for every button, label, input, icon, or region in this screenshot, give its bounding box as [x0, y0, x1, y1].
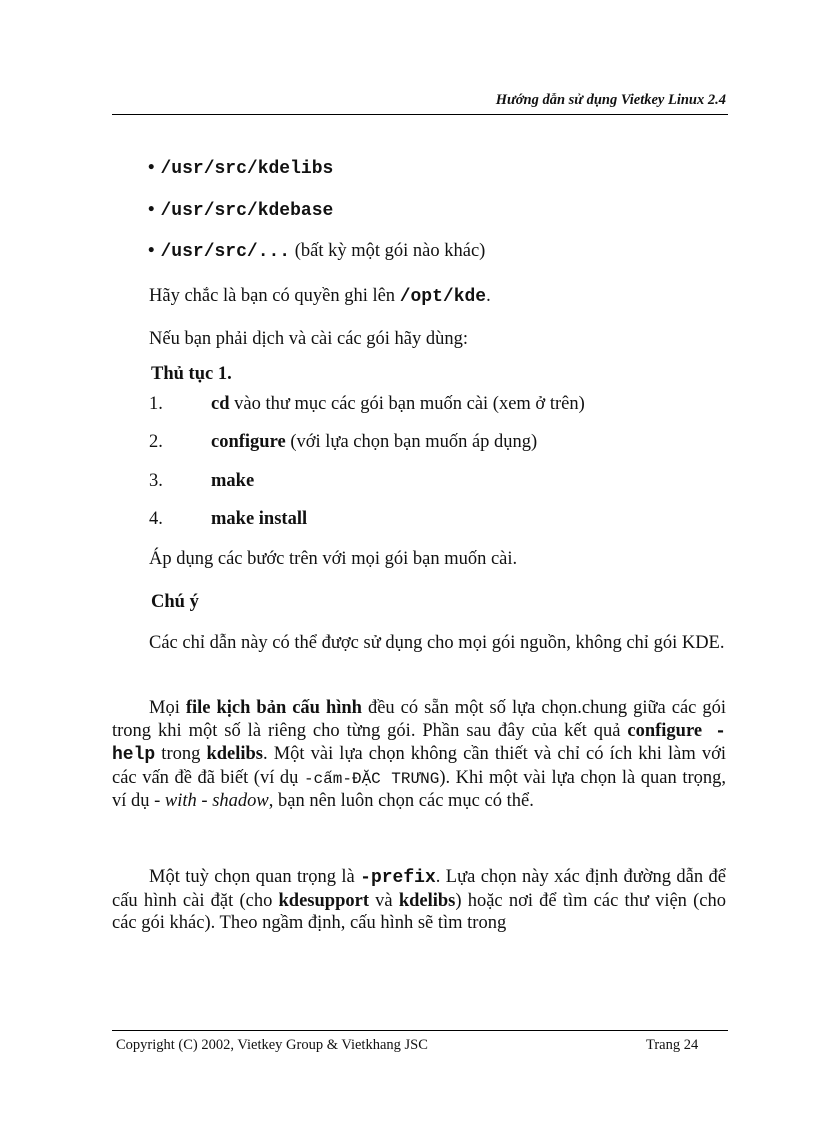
note-paragraph: [112, 632, 726, 655]
bullet-icon: •: [148, 241, 155, 261]
page-header-title: Hướng dẫn sử dụng Vietkey Linux 2.4: [495, 92, 726, 108]
config-bold-term: file kịch bản cấu hình: [185, 698, 362, 718]
config-text: Mọi: [149, 698, 186, 718]
prefix-package: kdesupport: [278, 890, 369, 911]
step-content: [211, 509, 307, 530]
step-number: 4.: [149, 509, 163, 529]
config-text: trong: [155, 744, 207, 764]
config-text: , bạn nên luôn chọn các mục có thể.: [268, 791, 534, 811]
config-command: configure: [627, 720, 703, 741]
bullet-code: /usr/src/...: [160, 242, 291, 262]
bullet-item: [148, 158, 333, 179]
prefix-code: -prefix: [360, 868, 436, 888]
bullet-text: (bất kỳ một gói nào khác): [290, 241, 486, 261]
bullet-code: /usr/src/kdebase: [160, 201, 334, 221]
step-command: cd: [211, 394, 230, 414]
step-content: [211, 471, 254, 492]
permission-line: [149, 286, 491, 307]
procedure-title: Thủ tục 1.: [151, 364, 232, 384]
header-rule: [112, 114, 728, 115]
config-package: kdelibs: [206, 744, 263, 764]
config-text: đều có sẵn một số lựa chọn.chung giữa các gói trong khi một số là riêng cho từng gói. Phần sau đây của kết quả: [112, 698, 727, 741]
config-italic-option: - with - shadow: [154, 791, 269, 811]
step-text: (với lựa chọn bạn muốn áp dụng): [285, 432, 538, 452]
step-content: [211, 432, 537, 453]
prefix-text: và: [368, 890, 399, 911]
footer-page-number: Trang 24: [646, 1037, 699, 1053]
footer-rule: [112, 1030, 728, 1031]
prefix-text: ) hoặc nơi để tìm các thư viện (cho các gói khác). Theo ngầm định, cấu hình sẽ tìm trong: [112, 890, 726, 933]
footer-copyright: Copyright (C) 2002, Vietkey Group & Vietkhang JSC: [116, 1037, 428, 1053]
bullet-code: /usr/src/kdelibs: [160, 159, 334, 179]
note-text: Các chỉ dẫn này có thể được sử dụng cho mọi gói nguồn, không chỉ gói KDE.: [149, 633, 725, 653]
bullet-item: [148, 200, 333, 221]
config-text: ). Khi một vài lựa chọn là quan trọng, ví dụ: [112, 767, 727, 811]
apply-all-text: Áp dụng các bước trên với mọi gói bạn muốn cài.: [149, 549, 518, 569]
config-code: - help: [112, 721, 726, 765]
config-text: . Một vài lựa chọn không cần thiết và chỉ có ích khi làm với các vấn đề đã biết (ví dụ: [112, 744, 726, 788]
prefix-text: . Lựa chọn này xác định đường dẫn để cấu hình cài đặt (cho: [112, 867, 726, 911]
step-command: make: [211, 471, 255, 491]
note-title: Chú ý: [151, 592, 199, 612]
step-command: configure: [211, 432, 286, 452]
step-command: make install: [211, 509, 308, 529]
config-paragraph: [112, 697, 726, 813]
step-content: [211, 394, 585, 415]
step-number: 1.: [149, 394, 163, 414]
permission-end: .: [486, 286, 491, 306]
prefix-package: kdelibs: [398, 890, 456, 911]
compile-intro: Nếu bạn phải dịch và cài các gói hãy dùng:: [149, 329, 469, 349]
config-option-code: -cấm-ĐẶC TRƯNG: [303, 769, 440, 788]
step-text: vào thư mục các gói bạn muốn cài (xem ở trên): [229, 394, 585, 414]
bullet-icon: •: [148, 158, 155, 178]
step-number: 3.: [149, 471, 163, 491]
bullet-item: [148, 241, 485, 262]
prefix-paragraph: [112, 866, 726, 935]
prefix-text: Một tuỳ chọn quan trọng là: [149, 867, 361, 887]
permission-text: Hãy chắc là bạn có quyền ghi lên: [149, 286, 400, 306]
bullet-icon: •: [148, 200, 155, 220]
step-number: 2.: [149, 432, 163, 452]
permission-code: /opt/kde: [399, 287, 487, 307]
